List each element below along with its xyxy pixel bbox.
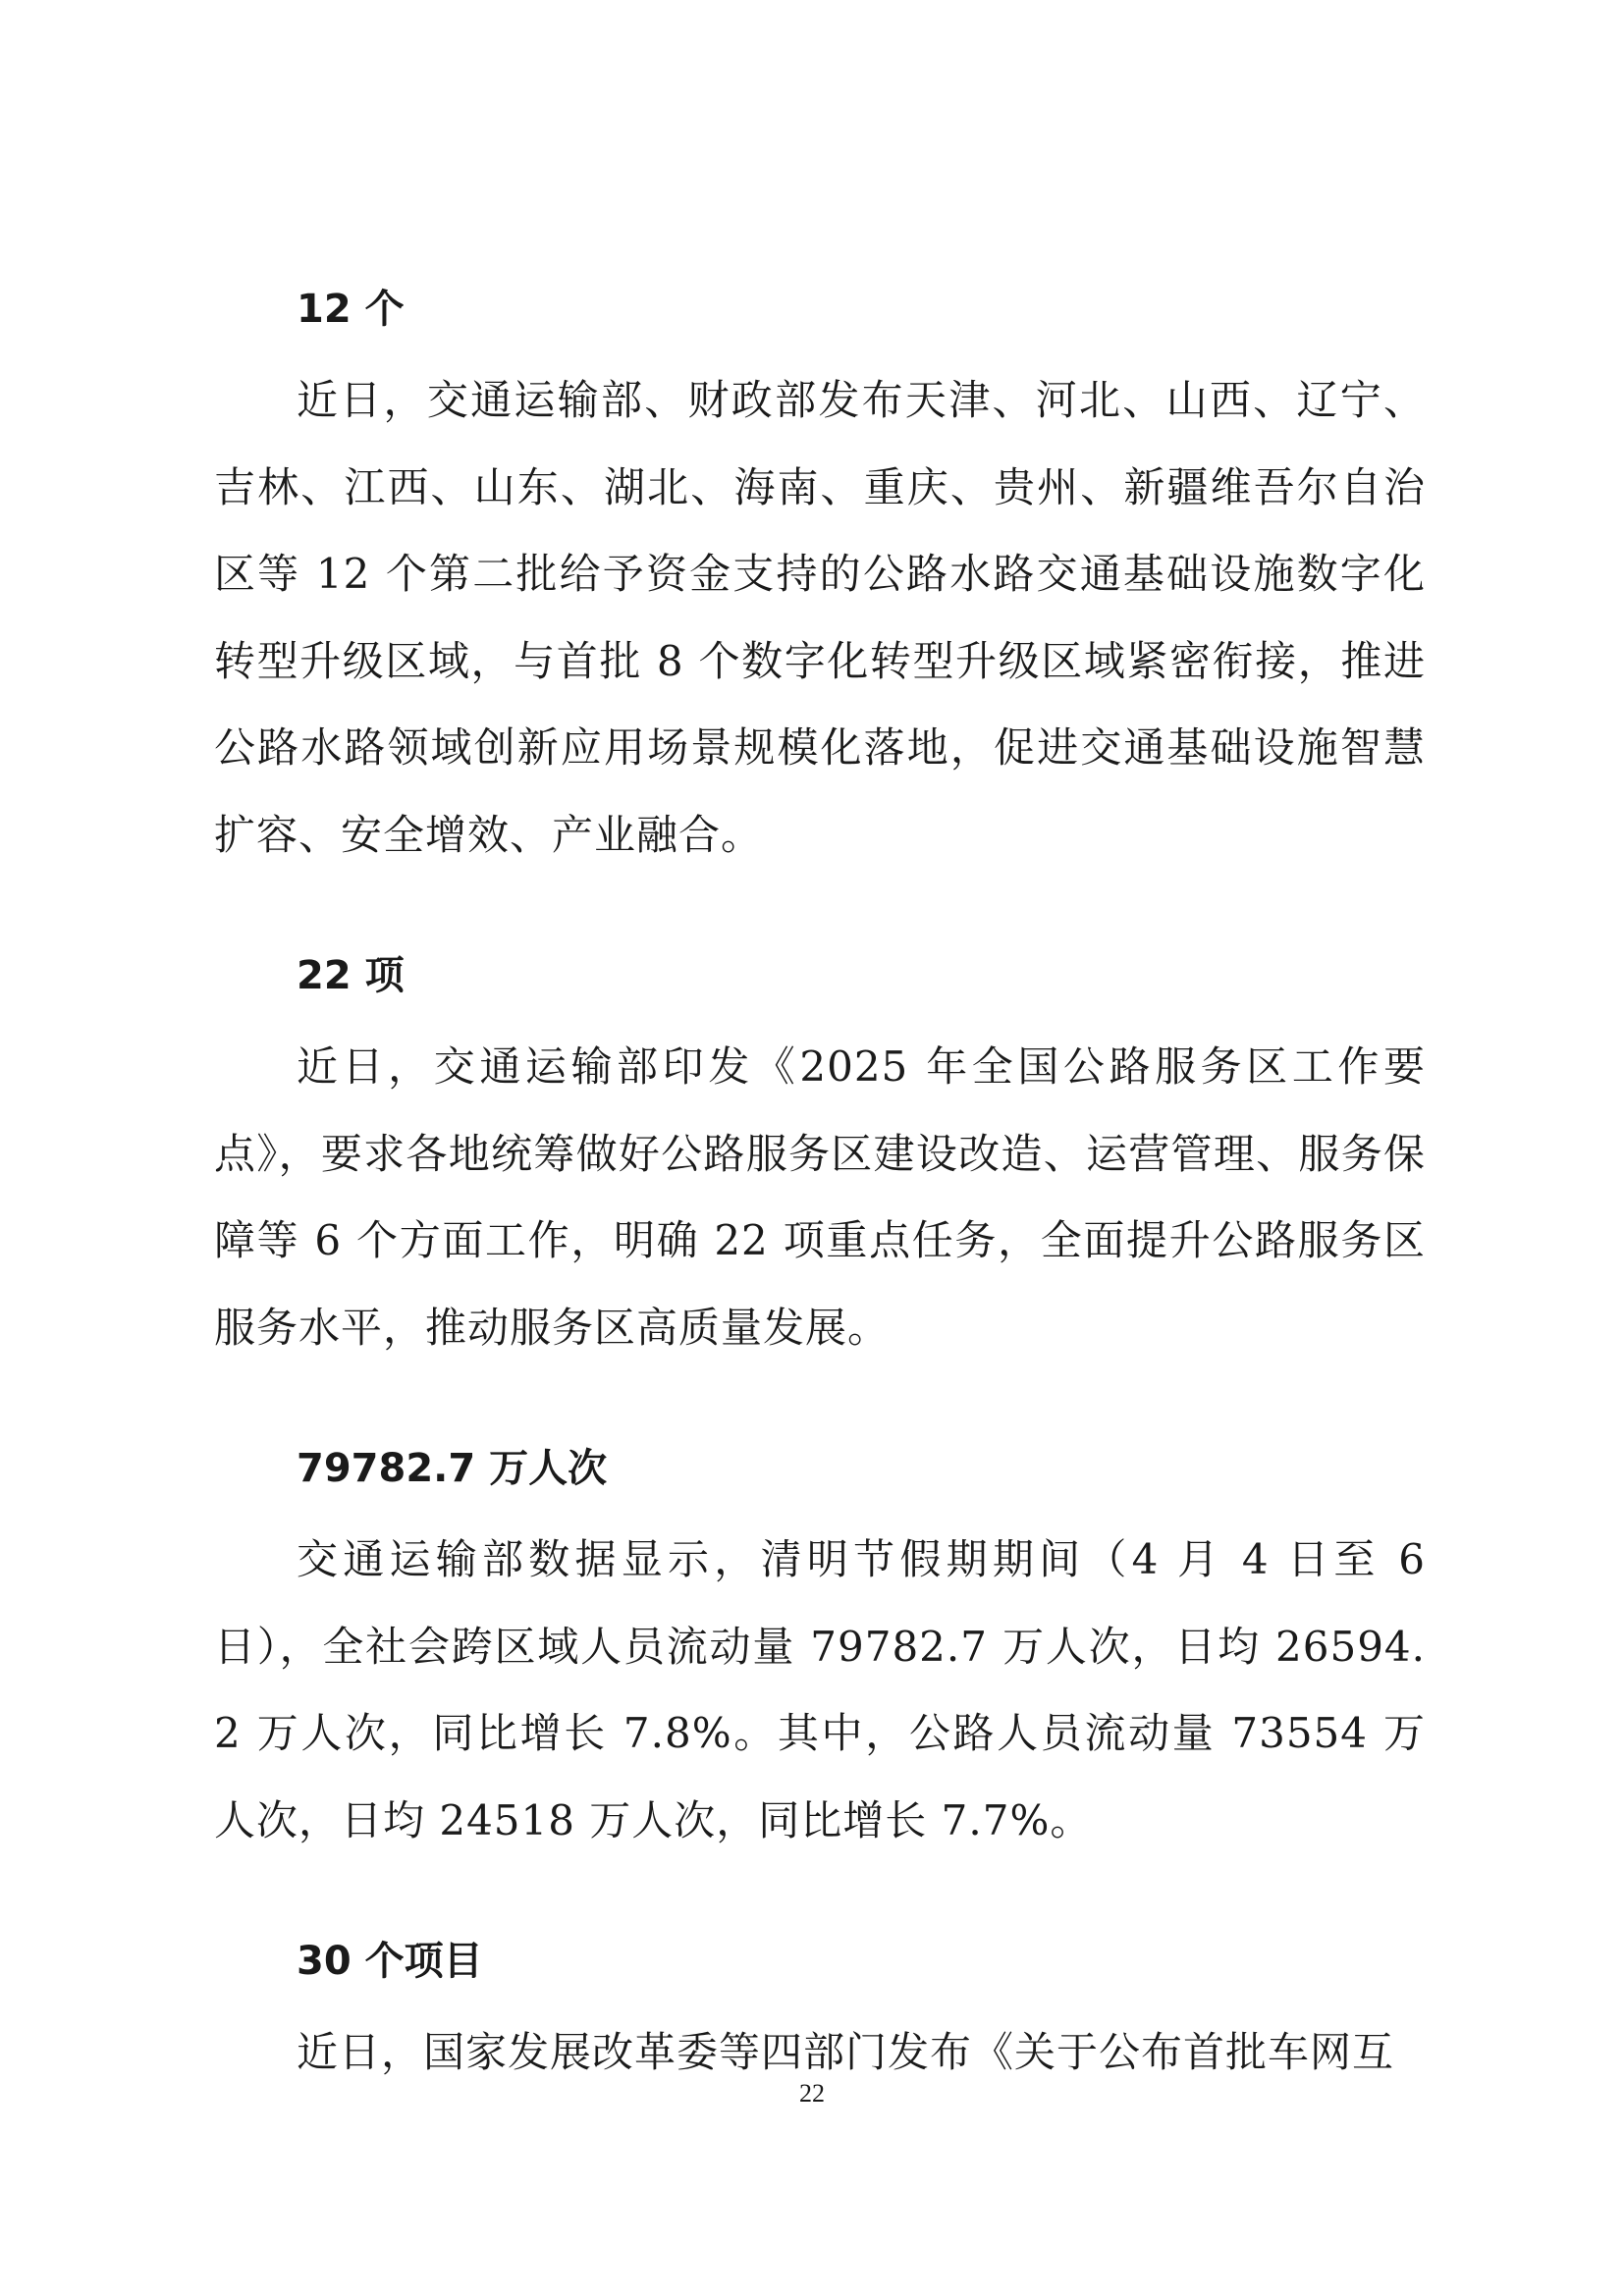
news-item-22 [214, 949, 1426, 1371]
news-item-12 [214, 283, 1426, 879]
section-heading: 30 个项目 [297, 1939, 483, 1984]
section-heading: 12 个 [297, 287, 405, 332]
news-item-30 [214, 1935, 1426, 2097]
section-body: 近日，交通运输部印发《2025 年全国公路服务区工作要点》，要求各地统筹做好公路服务区建设改造、运营管理、服务保障等 6 个方面工作，明确 22 项重点任务，全面提升公路服务区服务水平，推动服务区高质量发展。 [214, 1042, 1426, 1352]
section-heading: 22 项 [297, 953, 405, 998]
news-item-79782 [214, 1442, 1426, 1864]
section-body: 交通运输部数据显示，清明节假期期间（4 月 4 日至 6 日），全社会跨区域人员流动量 79782.7 万人次，日均 26594.2 万人次，同比增长 7.8%。其中，公路人员流动量 73554 万人次，日均 24518 万人次，同比增长 7.7%。 [214, 1535, 1426, 1844]
page-number: 22 [799, 2079, 825, 2108]
section-body: 近日，交通运输部、财政部发布天津、河北、山西、辽宁、吉林、江西、山东、湖北、海南、重庆、贵州、新疆维吾尔自治区等 12 个第二批给予资金支持的公路水路交通基础设施数字化转型升级区域，与首批 8 个数字化转型升级区域紧密衔接，推进公路水路领域创新应用场景规模化落地，促进交通基础设施智慧扩容、安全增效、产业融合。 [214, 376, 1426, 859]
page-content [214, 283, 1426, 2097]
section-heading: 79782.7 万人次 [297, 1446, 608, 1491]
section-body: 近日，国家发展改革委等四部门发布《关于公布首批车网互 [297, 2028, 1395, 2076]
